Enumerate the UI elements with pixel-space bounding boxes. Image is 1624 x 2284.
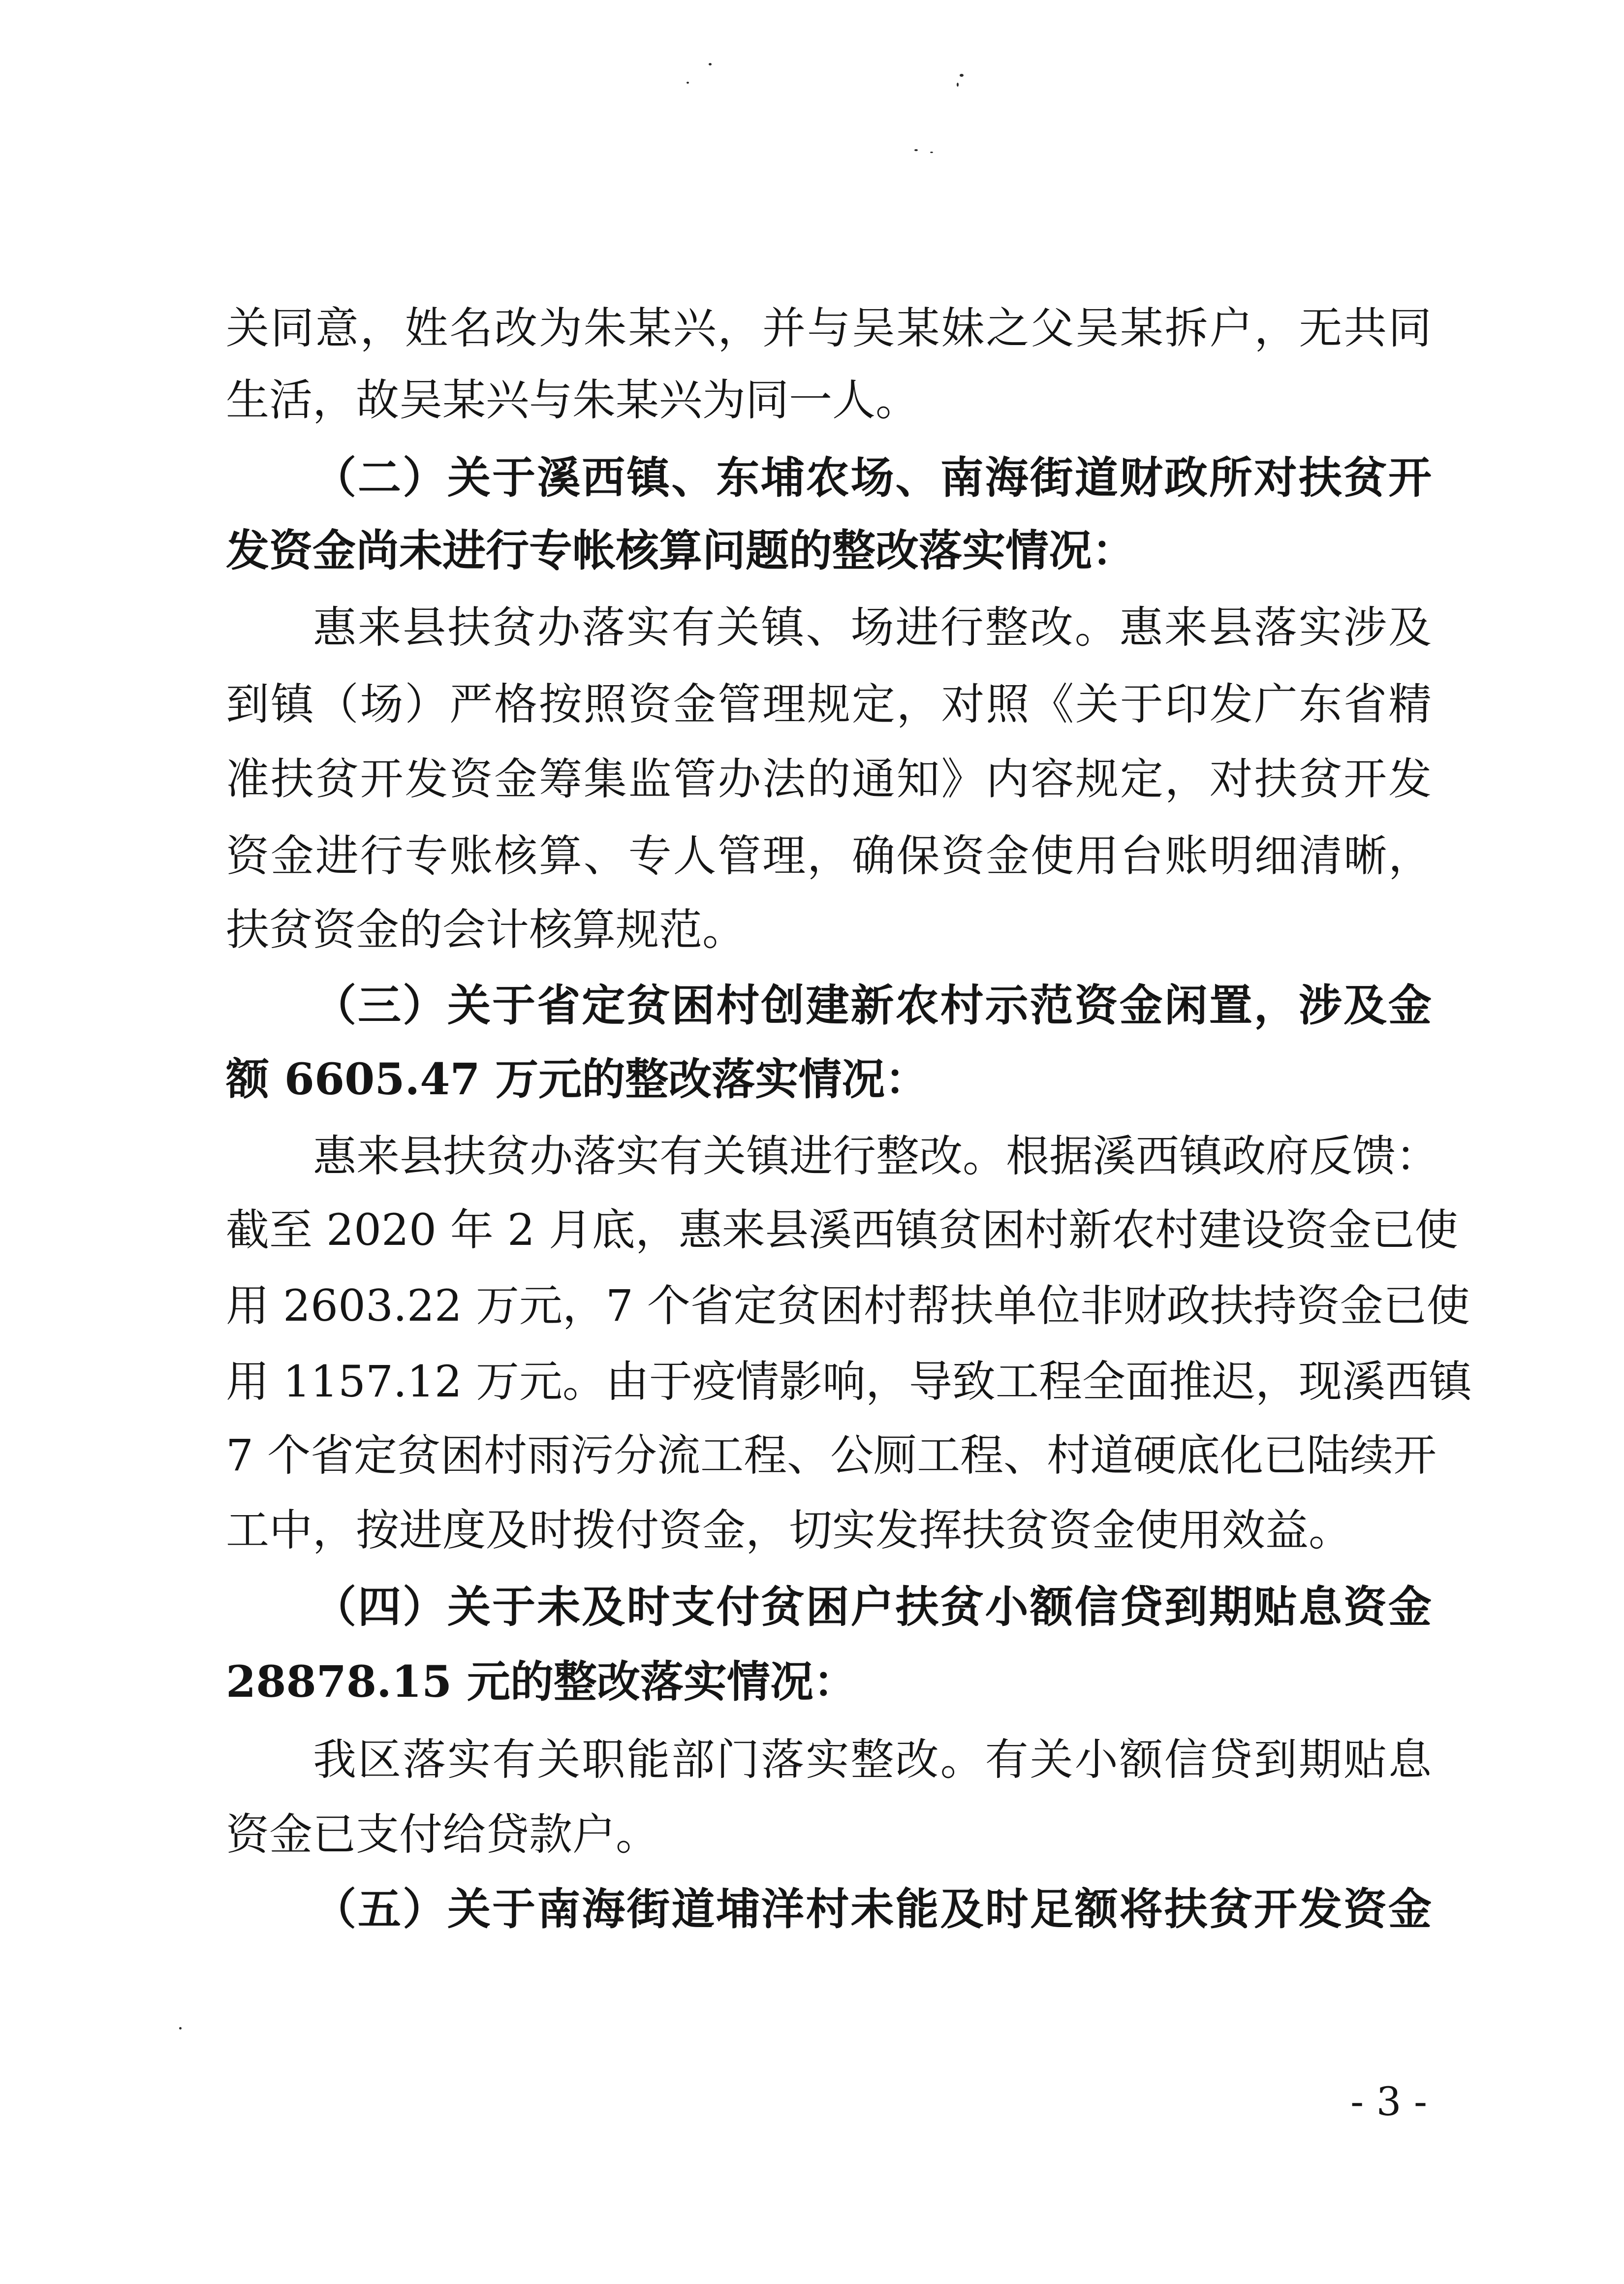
body-line: 到镇（场）严格按照资金管理规定，对照《关于印发广东省精	[226, 679, 1432, 730]
scan-speck	[960, 74, 964, 77]
section-heading-line: 发资金尚未进行专帐核算问题的整改落实情况：	[226, 525, 1136, 576]
scan-speck	[709, 63, 712, 65]
body-line: 7 个省定贫困村雨污分流工程、公厕工程、村道硬底化已陆续开	[226, 1430, 1437, 1481]
section-heading-line: （二）关于溪西镇、东埔农场、南海街道财政所对扶贫开	[313, 452, 1432, 503]
section-heading-line: 28878.15 元的整改落实情况：	[226, 1656, 857, 1707]
scan-speck	[957, 83, 959, 87]
section-heading-line: （四）关于未及时支付贫困户扶贫小额信贷到期贴息资金	[313, 1581, 1432, 1632]
body-line: 资金进行专账核算、专人管理，确保资金使用台账明细清晰，	[226, 830, 1432, 881]
body-line: 截至 2020 年 2 月底，惠来县溪西镇贫困村新农村建设资金已使	[226, 1205, 1458, 1255]
scan-speck	[179, 2027, 182, 2030]
body-line: 惠来县扶贫办落实有关镇、场进行整改。惠来县落实涉及	[313, 602, 1432, 653]
section-heading-line: （五）关于南海街道埔洋村未能及时足额将扶贫开发资金	[313, 1883, 1432, 1935]
body-line: 关同意，姓名改为朱某兴，并与吴某妹之父吴某拆户，无共同	[226, 303, 1432, 353]
scan-speck	[930, 152, 933, 153]
body-line: 准扶贫开发资金筹集监管办法的通知》内容规定，对扶贫开发	[226, 754, 1432, 804]
scan-speck	[914, 149, 918, 151]
body-line: 资金已支付给贷款户。	[226, 1809, 659, 1860]
scan-speck	[687, 82, 689, 84]
body-line: 工中，按进度及时拨付资金，切实发挥扶贫资金使用效益。	[226, 1505, 1352, 1555]
page-number: - 3 -	[1350, 2079, 1427, 2125]
section-heading-line: 额 6605.47 万元的整改落实情况：	[226, 1053, 929, 1105]
body-line: 用 2603.22 万元，7 个省定贫困村帮扶单位非财政扶持资金已使	[226, 1280, 1470, 1331]
body-line: 生活，故吴某兴与朱某兴为同一人。	[226, 375, 919, 425]
body-line: 惠来县扶贫办落实有关镇进行整改。根据溪西镇政府反馈：	[313, 1131, 1439, 1181]
body-line: 我区落实有关职能部门落实整改。有关小额信贷到期贴息	[313, 1734, 1432, 1785]
body-line: 扶贫资金的会计核算规范。	[226, 904, 746, 955]
section-heading-line: （三）关于省定贫困村创建新农村示范资金闲置，涉及金	[313, 980, 1432, 1031]
body-line: 用 1157.12 万元。由于疫情影响，导致工程全面推迟，现溪西镇	[226, 1356, 1472, 1407]
